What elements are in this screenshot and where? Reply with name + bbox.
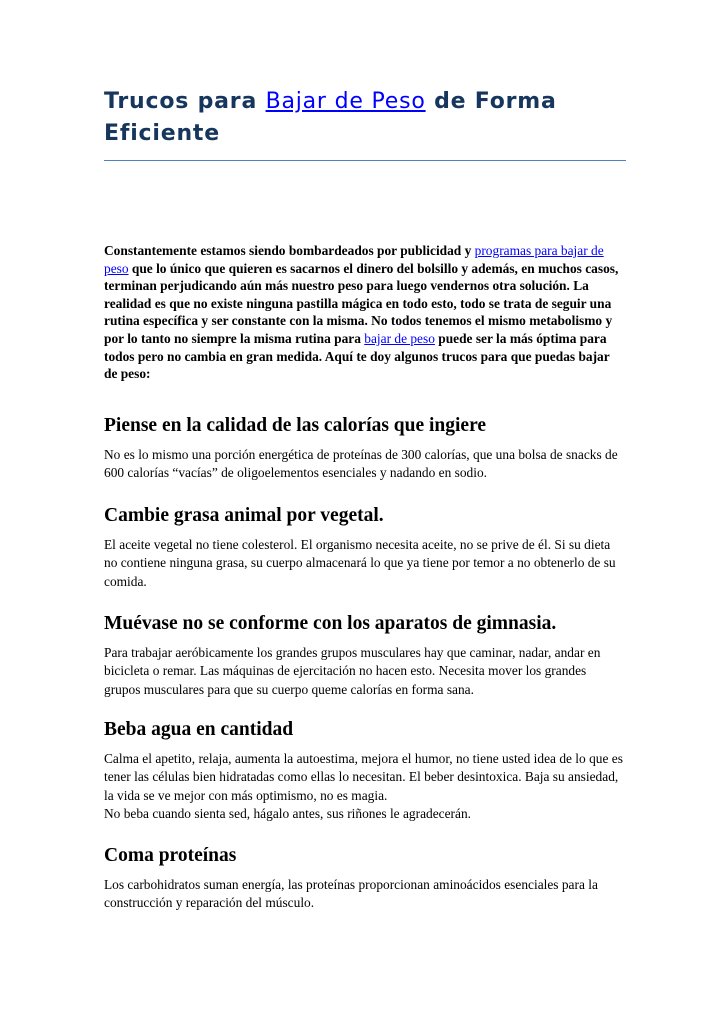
- section-calorias: [104, 414, 626, 483]
- section-muevase: [104, 612, 626, 699]
- title-block: [104, 86, 626, 161]
- section-body: El aceite vegetal no tiene colesterol. El organismo necesita aceite, no se prive de él. Si su dieta no contiene ninguna grasa, su cuerpo almacenará lo que ya tiene por temor a no obtenerlo de su comida.: [104, 537, 616, 589]
- section-body: [104, 750, 626, 824]
- title-text-1: Trucos para: [104, 89, 266, 114]
- section-proteinas: [104, 844, 626, 913]
- link-bajar-de-peso[interactable]: bajar de peso: [364, 330, 435, 346]
- section-body-line-2: No beba cuando sienta sed, hágalo antes, sus riñones le agradecerán.: [104, 806, 471, 822]
- section-heading: Cambie grasa animal por vegetal.: [104, 505, 384, 526]
- section-body: Los carbohidratos suman energía, las proteínas proporcionan aminoácidos esenciales para la construcción y reparación del músculo.: [104, 877, 598, 911]
- link-programas-para-bajar-de-peso[interactable]: programas para bajar de peso: [104, 243, 604, 276]
- section-body: Para trabajar aeróbicamente los grandes grupos musculares hay que caminar, nadar, andar en bicicleta o remar. Las máquinas de ejercitación no hacen esto. Necesita mover los grandes grupos musculares para que su cuerpo queme calorías en forma sana.: [104, 645, 601, 697]
- section-agua: [104, 718, 626, 824]
- section-body-line-1: Calma el apetito, relaja, aumenta la autoestima, mejora el humor, no tiene usted idea de lo que es tener las células bien hidratadas como ellas lo necesitan. El beber desintoxica. Baja su ansiedad, la vida se ve mejor con más optimismo, no es magia.: [104, 751, 623, 803]
- intro-text-2: que lo único que quieren es sacarnos el dinero del bolsillo y además, en muchos casos, terminan perjudicando aún más nuestro peso para luego vendernos otra solución. La realidad es que no existe ninguna pastilla mágica en todo esto, todo se trata de seguir una rutina específica y ser constante con la misma. No todos tenemos el mismo metabolismo y por lo tanto no siempre la misma rutina para: [104, 260, 619, 346]
- section-heading: Muévase no se conforme con los aparatos de gimnasia.: [104, 613, 557, 634]
- title-text-2: de Forma Eficiente: [104, 89, 557, 146]
- intro-paragraph: [104, 242, 626, 383]
- section-body: No es lo mismo una porción energética de proteínas de 300 calorías, que una bolsa de snacks de 600 calorías “vacías” de oligoelementos esenciales y nadando en sodio.: [104, 447, 618, 481]
- section-heading: Piense en la calidad de las calorías que ingiere: [104, 415, 487, 436]
- section-heading: Coma proteínas: [104, 845, 237, 866]
- page-title: [104, 86, 626, 150]
- title-link-bajar-de-peso[interactable]: Bajar de Peso: [265, 89, 426, 114]
- section-grasa: [104, 504, 626, 591]
- intro-text-1: Constantemente estamos siendo bombardeados por publicidad y: [104, 243, 475, 258]
- intro-text-3: puede ser la más óptima para todos pero no cambia en gran medida. Aquí te doy algunos trucos para que puedas bajar de peso:: [104, 330, 610, 382]
- section-heading: Beba agua en cantidad: [104, 719, 294, 740]
